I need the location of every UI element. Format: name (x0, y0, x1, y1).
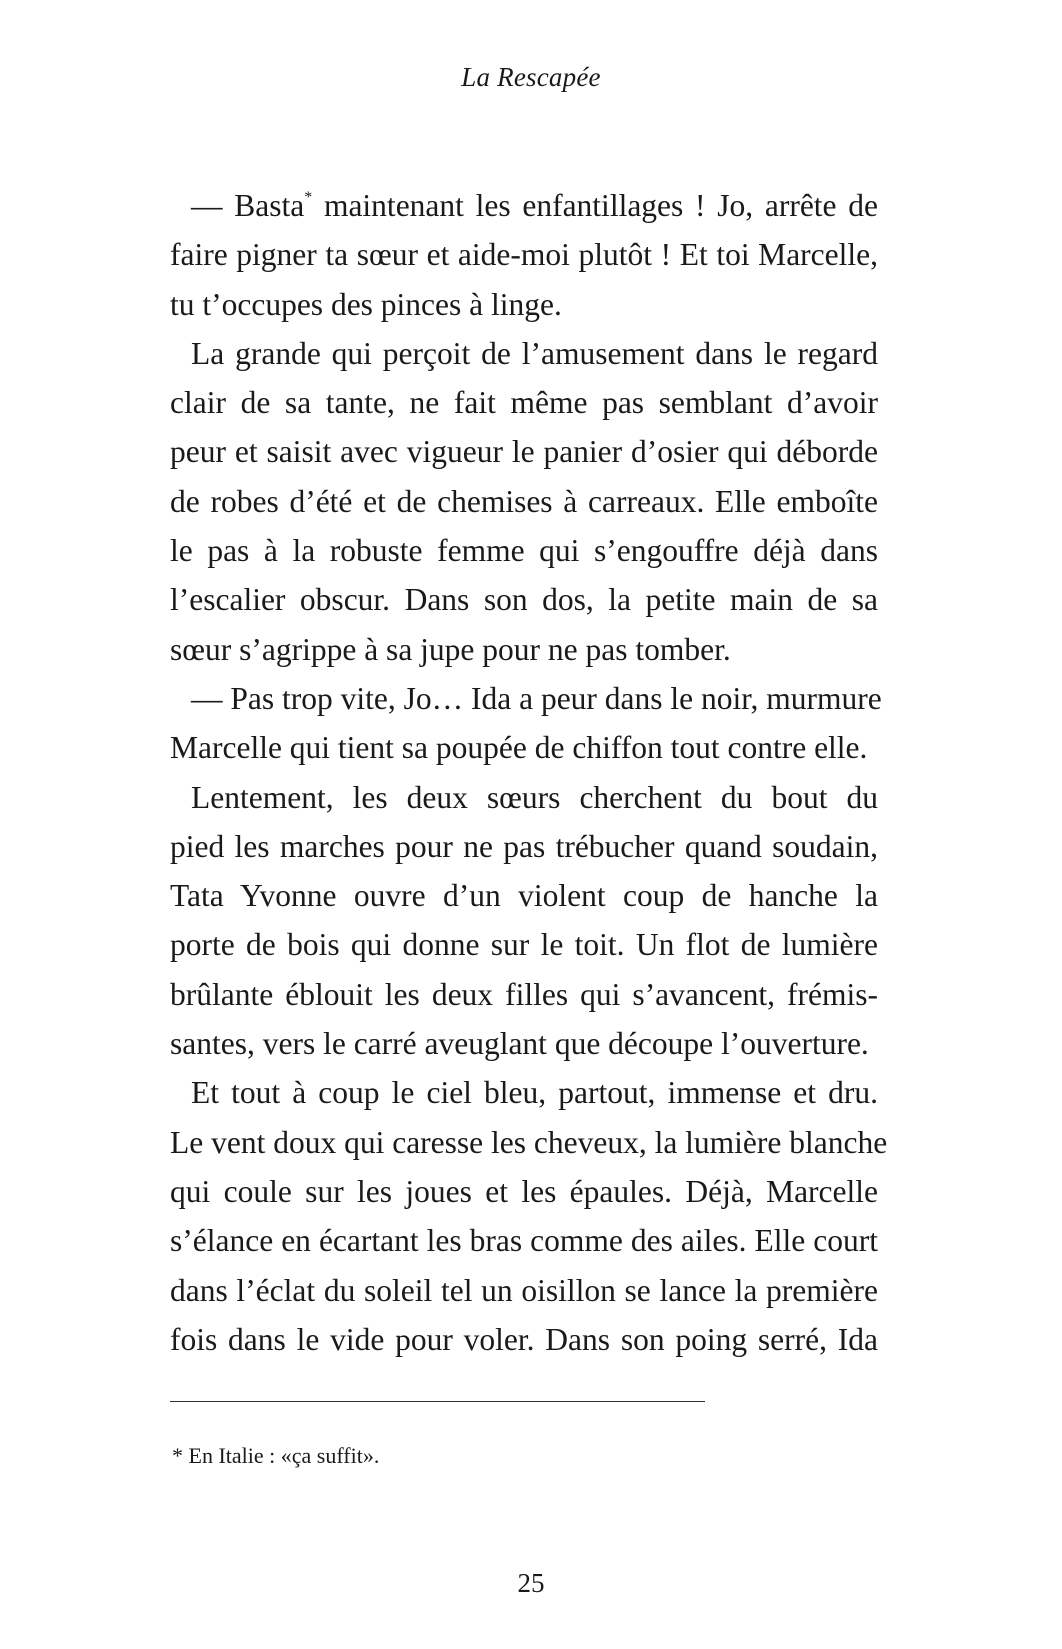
body-text (170, 181, 888, 1364)
text-line: — Pas trop vite, Jo… Ida a peur dans le noir, murmure (191, 680, 882, 716)
text-line: Lentement, les deux sœurs cherchent du bout du (191, 779, 878, 815)
text-line: clair de sa tante, ne fait même pas semblant d’avoir (170, 385, 878, 421)
text-line: Le vent doux qui caresse les cheveux, la lumière blanche (170, 1124, 888, 1160)
text-line: Et tout à coup le ciel bleu, partout, immense et dru. (191, 1075, 878, 1111)
text-line: tu t’occupes des pinces à linge. (170, 286, 562, 322)
text-segment: — Basta (191, 188, 305, 223)
running-head: La Rescapée (461, 62, 601, 92)
text-line: qui coule sur les joues et les épaules. Déjà, Marcelle (170, 1173, 878, 1209)
text-line: porte de bois qui donne sur le toit. Un flot de lumière (170, 927, 878, 963)
text-line: de robes d’été et de chemises à carreaux. Elle emboîte (170, 483, 878, 519)
text-line (170, 181, 878, 230)
footnote: * En Italie : «ça suffit». (172, 1443, 380, 1468)
text-line: Marcelle qui tient sa poupée de chiffon tout contre elle. (170, 730, 868, 766)
text-line: dans l’éclat du soleil tel un oisillon se lance la première (170, 1272, 878, 1308)
text-line: faire pigner ta sœur et aide-moi plutôt ! Et toi Marcelle, (170, 237, 878, 273)
text-line: brûlante éblouit les deux filles qui s’avancent, frémis- (170, 976, 878, 1012)
text-line: s’élance en écartant les bras comme des ailes. Elle court (170, 1223, 878, 1259)
text-line: santes, vers le carré aveuglant que découpe l’ouverture. (170, 1026, 869, 1062)
text-line: sœur s’agrippe à sa jupe pour ne pas tomber. (170, 631, 731, 667)
text-segment: maintenant les enfantillages ! Jo, arrête de (312, 188, 878, 223)
text-line: pied les marches pour ne pas trébucher quand soudain, (170, 828, 878, 864)
text-line: La grande qui perçoit de l’amusement dans le regard (191, 335, 878, 371)
text-line: Tata Yvonne ouvre d’un violent coup de hanche la (170, 878, 878, 914)
text-line: peur et saisit avec vigueur le panier d’osier qui déborde (170, 434, 878, 470)
footnote-reference: * (304, 189, 313, 206)
text-line: fois dans le vide pour voler. Dans son poing serré, Ida (170, 1321, 878, 1357)
footnote-divider (170, 1401, 705, 1402)
page-number: 25 (517, 1568, 545, 1598)
text-line: l’escalier obscur. Dans son dos, la petite main de sa (170, 582, 878, 618)
text-line: le pas à la robuste femme qui s’engouffre déjà dans (170, 533, 878, 569)
